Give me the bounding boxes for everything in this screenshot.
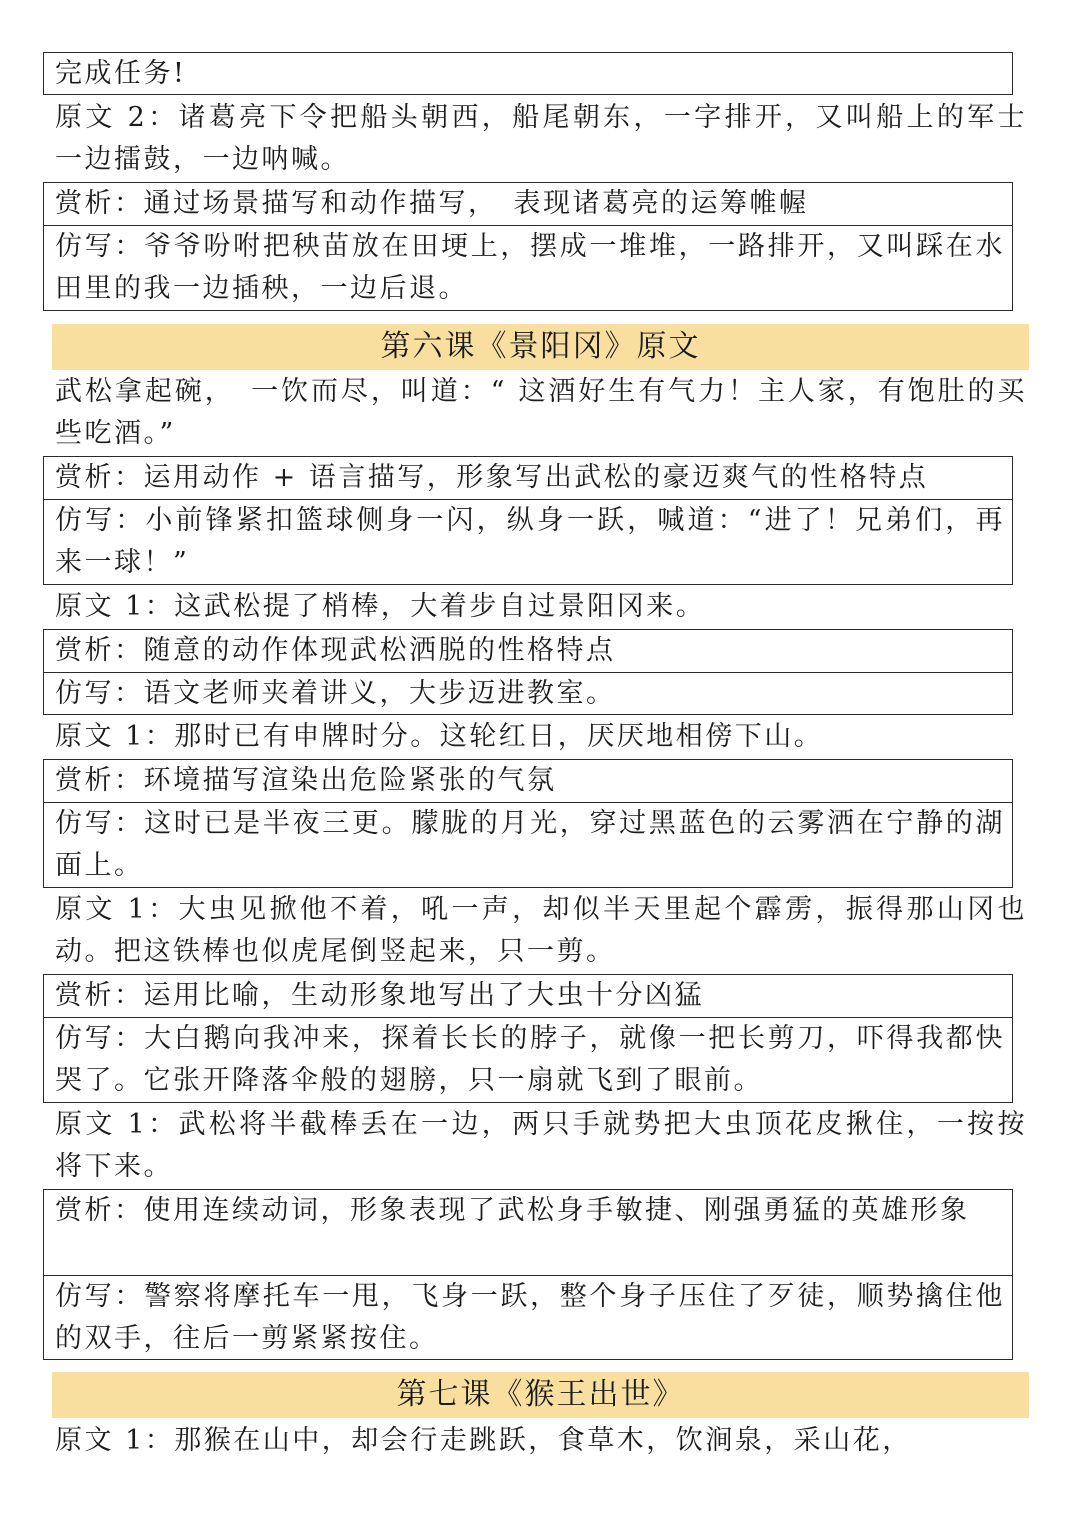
original-text-shaobang: 原文 1：这武松提了梢棒，大着步自过景阳冈来。: [55, 591, 706, 622]
fangxie-cell: [44, 499, 1012, 585]
continued-fangxie-box: [43, 52, 1013, 95]
analysis-box-4: [43, 759, 1013, 888]
fangxie-cell: [44, 225, 1012, 311]
shangxi-cell: [44, 183, 1012, 226]
fangxie-cell: [44, 1017, 1012, 1103]
analysis-box-3: [43, 629, 1013, 715]
shangxi-cell: [44, 1190, 1012, 1276]
shangxi-text: 赏析：使用连续动词，形象表现了武松身手敏捷、刚强勇猛的英雄形象: [55, 1195, 970, 1226]
shangxi-cell: [44, 975, 1012, 1018]
original-text-stick: 原文 1：武松将半截棒丢在一边，两只手就势把大虫顶花皮揪住，一按按将下来。: [55, 1109, 1027, 1182]
shangxi-text: 赏析：环境描写渲染出危险紧张的气氛: [55, 765, 557, 796]
original-text-wusong-drink: 武松拿起碗， 一饮而尽，叫道：“ 这酒好生有气力！主人家，有饱肚的买些吃酒。”: [55, 376, 1027, 449]
fangxie-cell: [44, 672, 1012, 715]
analysis-box-1: [43, 182, 1013, 311]
shangxi-cell: [44, 760, 1012, 803]
fangxie-text: 仿写：语文老师夹着讲义，大步迈进教室。: [55, 678, 616, 709]
continued-fangxie-text: 完成任务!: [55, 58, 187, 89]
fangxie-cell: [44, 802, 1012, 888]
fangxie-text: 仿写：小前锋紧扣篮球侧身一闪，纵身一跃，喊道：“进了！兄弟们，再来一球！”: [55, 505, 1005, 578]
lesson-6-heading: 第六课《景阳冈》原文: [52, 324, 1029, 370]
shangxi-cell: [44, 630, 1012, 673]
shangxi-text: 赏析：运用动作 + 语言描写，形象写出武松的豪迈爽气的性格特点: [55, 462, 929, 493]
shangxi-cell: [44, 457, 1012, 500]
fangxie-text: 仿写：这时已是半夜三更。朦胧的月光，穿过黑蓝色的云雾洒在宁静的湖面上。: [55, 808, 1005, 881]
original-text-monkey: 原文 1：那猴在山中，却会行走跳跃，食草木，饮涧泉，采山花，: [55, 1425, 912, 1456]
analysis-box-6: [43, 1189, 1013, 1360]
analysis-box-2: [43, 456, 1013, 585]
original-body: 诸葛亮下令把船头朝西，船尾朝东，一字排开，又叫船上的军士一边擂鼓，一边呐喊。: [55, 102, 1028, 175]
shangxi-text: 赏析：通过场景描写和动作描写， 表现诸葛亮的运筹帷幄: [55, 188, 809, 219]
original-label: 原文 2：: [55, 102, 179, 133]
shangxi-text: 赏析：随意的动作体现武松洒脱的性格特点: [55, 635, 616, 666]
shangxi-text: 赏析：运用比喻，生动形象地写出了大虫十分凶猛: [55, 980, 704, 1011]
original-text-tiger: 原文 1：大虫见掀他不着，吼一声，却似半天里起个霹雳，振得那山冈也动。把这铁棒也似虎尾倒竖起来，只一剪。: [55, 894, 1027, 967]
fangxie-text: 仿写：大白鹅向我冲来，探着长长的脖子，就像一把长剪刀，吓得我都快哭了。它张开降落伞般的翅膀，只一扇就飞到了眼前。: [55, 1023, 1005, 1096]
original-text-sunset: 原文 1：那时已有申牌时分。这轮红日，厌厌地相傍下山。: [55, 721, 824, 752]
analysis-box-5: [43, 974, 1013, 1103]
fangxie-cell: [44, 1275, 1012, 1360]
lesson-7-heading: 第七课《猴王出世》: [52, 1372, 1029, 1418]
original-text-2: [55, 97, 1027, 181]
fangxie-text: 仿写：警察将摩托车一甩，飞身一跃，整个身子压住了歹徒，顺势擒住他的双手，往后一剪紧紧按住。: [55, 1281, 1005, 1354]
fangxie-text: 仿写：爷爷吩咐把秧苗放在田埂上，摆成一堆堆，一路排开，又叫踩在水田里的我一边插秧，一边后退。: [55, 231, 1005, 304]
